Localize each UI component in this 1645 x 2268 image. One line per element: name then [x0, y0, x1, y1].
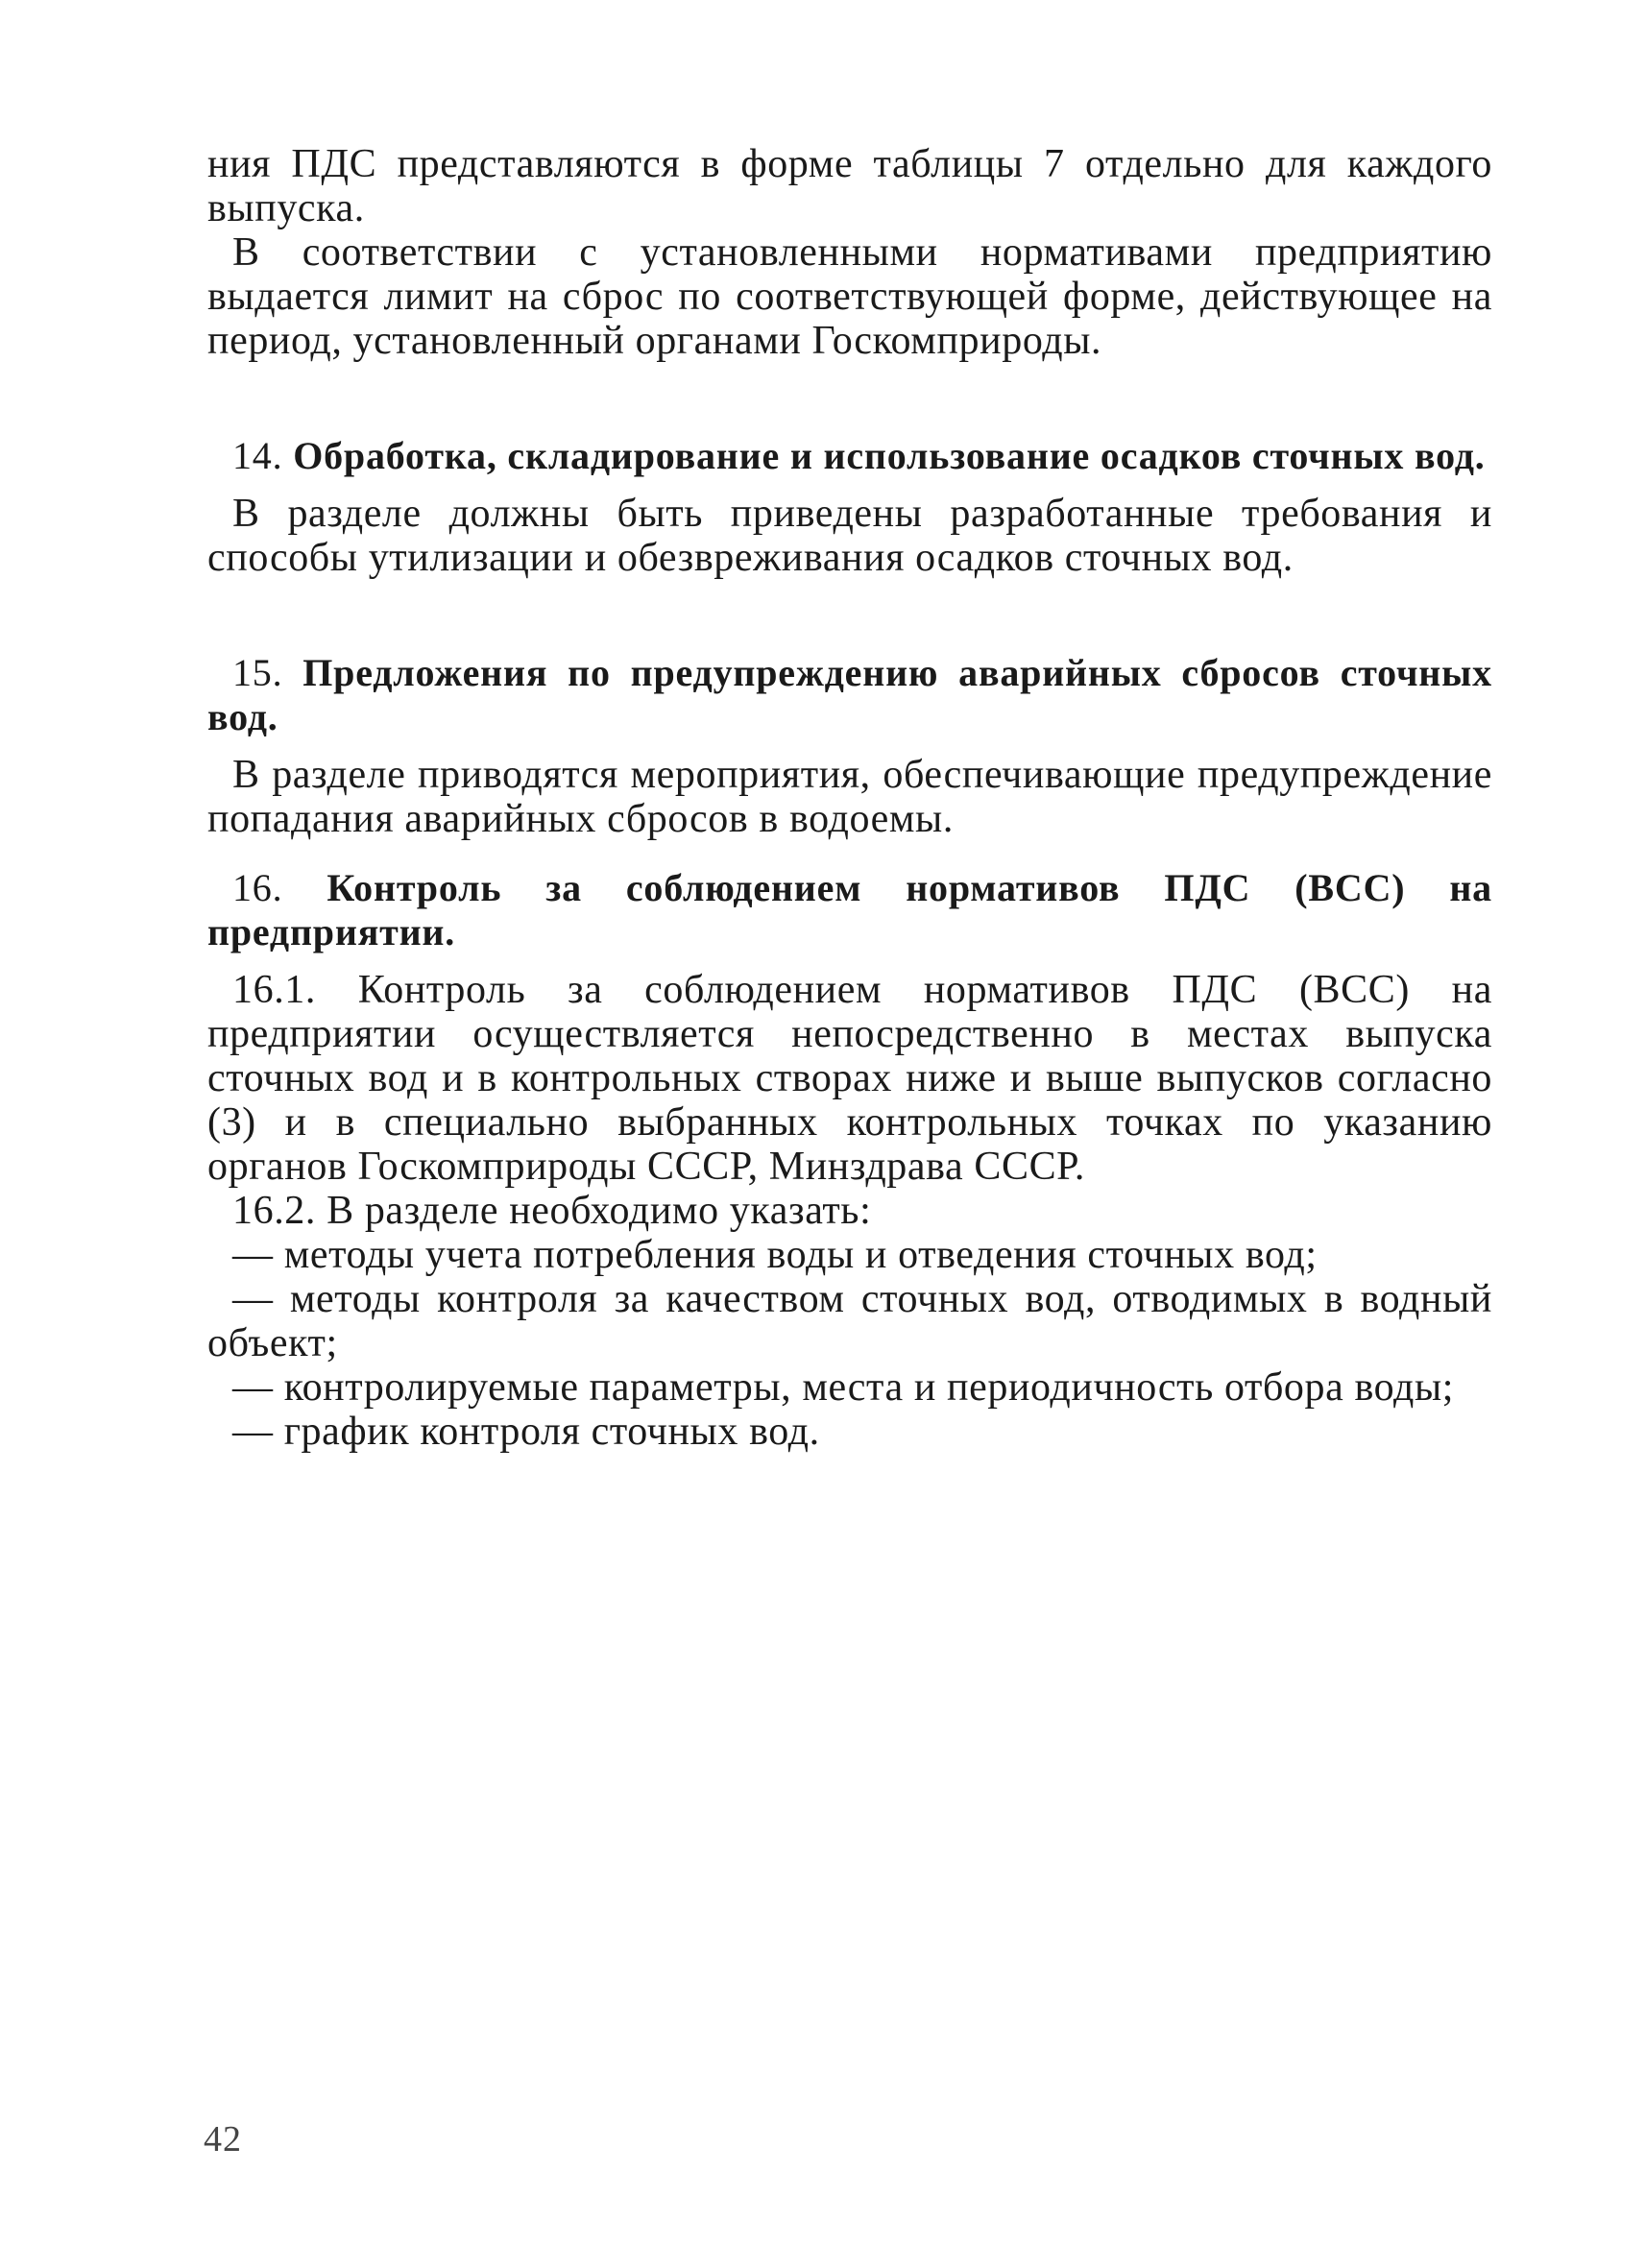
list-item: — график контроля сточных вод.: [232, 1410, 820, 1454]
page-number: 42: [204, 2119, 242, 2159]
list-item: — методы контроля за качеством сточных вод, отводимых в водный объект;: [207, 1277, 1492, 1365]
section-15-heading: [207, 651, 1492, 739]
paragraph-intro-limit: В соответствии с установленными нормативами предприятию выдается лимит на сброс по соответствующей форме, действующее на период, установленный органами Госкомприроды.: [207, 230, 1492, 363]
section-14-number: 14.: [232, 434, 283, 477]
section-16-1-text: 16.1. Контроль за соблюдением нормативов ПДС (ВСС) на предприятии осуществляется непосредственно в местах выпуска сточных вод и в контрольных створах ниже и выше выпусков согласно (3) и в специально выбранных контрольных точках по указанию органов Госкомприроды СССР, Минздрава СССР.: [207, 968, 1492, 1189]
section-14-title: Обработка, складирование и использование осадков сточных вод.: [293, 434, 1486, 477]
section-16-title: Контроль за соблюдением нормативов ПДС (ВСС) на предприятии.: [207, 866, 1492, 953]
section-16-heading: [207, 866, 1492, 954]
section-14-text: В разделе должны быть приведены разработанные требования и способы утилизации и обезвреживания осадков сточных вод.: [207, 492, 1492, 580]
text-column: [207, 142, 1492, 1454]
section-15-number: 15.: [232, 651, 283, 694]
paragraph-intro-continuation: ния ПДС представляются в форме таблицы 7 отдельно для каждого выпуска.: [207, 142, 1492, 230]
section-15-title: Предложения по предупреждению аварийных сбросов сточных вод.: [207, 651, 1492, 738]
list-item: — методы учета потребления воды и отведения сточных вод;: [232, 1233, 1318, 1277]
section-14-heading: [207, 434, 1492, 478]
list-item: — контролируемые параметры, места и периодичность отбора воды;: [232, 1365, 1455, 1410]
section-15-text: В разделе приводятся мероприятия, обеспечивающие предупреждение попадания аварийных сбросов в водоемы.: [207, 753, 1492, 841]
section-16-number: 16.: [232, 866, 283, 909]
section-16-2-text: 16.2. В разделе необходимо указать:: [232, 1189, 872, 1233]
